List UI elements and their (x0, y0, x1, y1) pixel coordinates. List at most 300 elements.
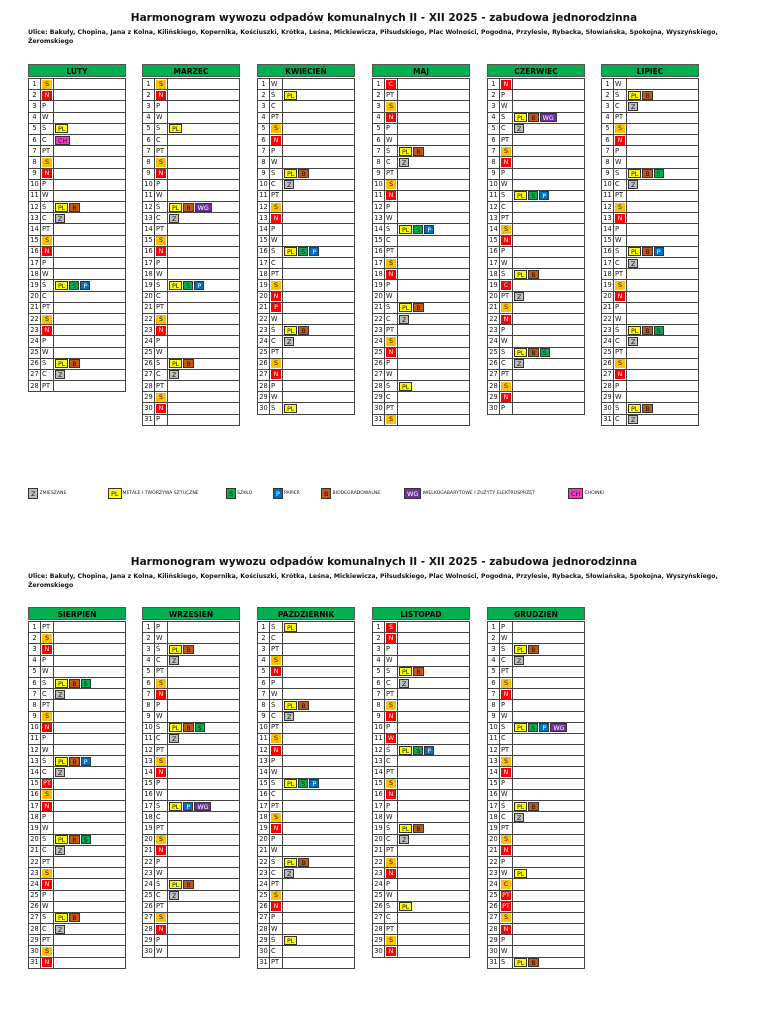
weekday: PT (155, 381, 168, 392)
table-row (602, 90, 699, 101)
day-number: 4 (29, 112, 41, 123)
waste-chip-z: Z (169, 656, 179, 665)
weekday (385, 946, 398, 957)
month-header: LUTY (28, 64, 126, 77)
waste-chip-pl: PL (514, 270, 527, 279)
table-row (373, 146, 470, 157)
weekday-highlight: C (501, 281, 511, 290)
collection-cell (283, 112, 355, 123)
month-header: LIPIEC (601, 64, 699, 77)
table-row (488, 834, 585, 845)
collection-cell (398, 834, 470, 845)
day-number: 23 (29, 325, 41, 336)
collection-cell (398, 291, 470, 302)
collection-cell (168, 879, 240, 890)
weekday: W (614, 235, 627, 246)
day-number: 7 (143, 689, 155, 700)
month-7 (142, 607, 240, 958)
waste-chip-b: B (69, 835, 79, 844)
table-row (143, 801, 240, 812)
table-row (602, 302, 699, 313)
collection-cell (513, 246, 585, 257)
weekday-highlight: N (42, 723, 52, 732)
waste-chip-z: Z (399, 835, 409, 844)
legend-swatch: Z (28, 488, 38, 499)
collection-cell (627, 224, 699, 235)
weekday (500, 381, 513, 392)
collection-cell (54, 168, 126, 179)
day-number: 7 (143, 146, 155, 157)
weekday: C (614, 258, 627, 269)
weekday-highlight: N (501, 393, 511, 402)
day-number: 9 (29, 711, 41, 722)
weekday: C (41, 213, 54, 224)
collection-cell (168, 745, 240, 756)
day-number: 24 (29, 879, 41, 890)
day-number: 23 (373, 325, 385, 336)
table-row (29, 381, 126, 392)
weekday-highlight: P (271, 303, 281, 312)
collection-cell (54, 313, 126, 324)
collection-cell (168, 655, 240, 666)
table-row (143, 269, 240, 280)
collection-cell (283, 845, 355, 856)
weekday (41, 79, 54, 90)
legend-label: WIELKOGABARYTOWE I ZUŻYTY ELEKTROSPRZĘT (422, 491, 535, 496)
waste-chip-b: B (528, 348, 538, 357)
table-row (29, 336, 126, 347)
day-number: 14 (143, 224, 155, 235)
waste-chip-s2: S (540, 348, 550, 357)
weekday (500, 845, 513, 856)
waste-chip-s2: S (413, 746, 423, 755)
day-number: 21 (258, 845, 270, 856)
weekday-highlight: S (42, 634, 52, 643)
weekday: P (500, 325, 513, 336)
day-number: 29 (488, 392, 500, 403)
table-row (143, 414, 240, 425)
collection-cell (627, 280, 699, 291)
month-3 (372, 64, 470, 426)
weekday: P (385, 123, 398, 134)
collection-cell (283, 823, 355, 834)
table-row (488, 767, 585, 778)
day-number: 18 (143, 812, 155, 823)
collection-cell (627, 258, 699, 269)
waste-chip-p: P (183, 802, 193, 811)
collection-cell (398, 258, 470, 269)
day-number: 11 (258, 190, 270, 201)
waste-chip-pl: PL (514, 645, 527, 654)
waste-chip-b: B (528, 958, 538, 967)
table-row (373, 745, 470, 756)
weekday (270, 123, 283, 134)
collection-cell (398, 179, 470, 190)
day-number: 30 (373, 946, 385, 957)
collection-cell (168, 901, 240, 912)
day-number: 20 (602, 291, 614, 302)
table-row (143, 622, 240, 633)
weekday-highlight: C (501, 880, 511, 889)
table-row (258, 269, 355, 280)
month-header: SIERPIEŃ (28, 607, 126, 620)
weekday: PT (270, 957, 283, 968)
weekday-highlight: S (501, 757, 511, 766)
day-number: 30 (258, 946, 270, 957)
table-row (29, 302, 126, 313)
weekday: P (155, 778, 168, 789)
weekday: P (385, 722, 398, 733)
weekday-highlight: S (42, 790, 52, 799)
collection-cell (513, 392, 585, 403)
weekday: PT (500, 666, 513, 677)
table-row (602, 190, 699, 201)
day-number: 14 (488, 767, 500, 778)
weekday: P (614, 381, 627, 392)
weekday: C (500, 123, 513, 134)
table-row (143, 901, 240, 912)
weekday (385, 868, 398, 879)
collection-cell (513, 644, 585, 655)
day-number: 22 (602, 313, 614, 324)
legend-item (568, 488, 604, 499)
weekday: PT (155, 224, 168, 235)
weekday-highlight: PT (43, 780, 51, 788)
table-row (258, 246, 355, 257)
collection-cell (398, 677, 470, 688)
collection-cell (398, 157, 470, 168)
table-row (29, 123, 126, 134)
day-number: 1 (29, 622, 41, 633)
table-row (373, 901, 470, 912)
table-row (373, 924, 470, 935)
collection-cell (168, 369, 240, 380)
collection-cell (398, 246, 470, 257)
collection-cell (513, 381, 585, 392)
collection-cell (54, 123, 126, 134)
collection-cell (513, 834, 585, 845)
weekday: PT (614, 112, 627, 123)
table-row (373, 856, 470, 867)
weekday (385, 789, 398, 800)
weekday: P (500, 403, 513, 414)
day-number: 29 (258, 935, 270, 946)
day-number: 22 (258, 856, 270, 867)
day-number: 14 (258, 224, 270, 235)
table-row (488, 168, 585, 179)
collection-cell (398, 224, 470, 235)
weekday-highlight: S (156, 158, 166, 167)
table-row (29, 369, 126, 380)
month-1 (142, 64, 240, 426)
weekday: Ś (155, 123, 168, 134)
table-row (488, 946, 585, 957)
table-row (258, 112, 355, 123)
table-row (602, 347, 699, 358)
weekday: W (500, 633, 513, 644)
day-number: 11 (488, 733, 500, 744)
day-number: 10 (488, 179, 500, 190)
table-row (258, 369, 355, 380)
table-row (29, 112, 126, 123)
table-row (29, 689, 126, 700)
day-number: 7 (258, 146, 270, 157)
collection-cell (168, 179, 240, 190)
table-row (373, 733, 470, 744)
collection-cell (283, 269, 355, 280)
weekday (41, 644, 54, 655)
collection-cell (168, 336, 240, 347)
table-row (143, 213, 240, 224)
table-row (258, 924, 355, 935)
weekday-highlight: S (386, 415, 396, 424)
collection-cell (54, 789, 126, 800)
collection-cell (54, 666, 126, 677)
waste-chip-pl: PL (169, 880, 182, 889)
day-number: 18 (258, 269, 270, 280)
table-row (143, 168, 240, 179)
weekday-highlight: S (156, 757, 166, 766)
table-row (143, 258, 240, 269)
weekday (270, 302, 283, 313)
weekday: C (270, 336, 283, 347)
table-row (373, 789, 470, 800)
day-number: 8 (143, 700, 155, 711)
collection-cell (513, 778, 585, 789)
weekday: PT (500, 823, 513, 834)
table-row (258, 879, 355, 890)
waste-chip-pl: PL (169, 124, 182, 133)
month-4 (487, 64, 585, 415)
collection-cell (398, 302, 470, 313)
table-row (29, 778, 126, 789)
day-number: 10 (29, 179, 41, 190)
table-row (373, 666, 470, 677)
table-row (258, 392, 355, 403)
collection-cell (398, 325, 470, 336)
waste-chip-p: P (80, 281, 90, 290)
day-number: 9 (602, 168, 614, 179)
waste-chip-pl: PL (284, 936, 297, 945)
collection-cell (513, 157, 585, 168)
weekday (500, 756, 513, 767)
weekday (155, 677, 168, 688)
collection-cell (54, 90, 126, 101)
table-row (602, 134, 699, 145)
waste-chip-b: B (298, 169, 308, 178)
day-number: 13 (29, 213, 41, 224)
day-number: 22 (143, 856, 155, 867)
weekday: C (385, 677, 398, 688)
weekday: P (500, 778, 513, 789)
weekday: W (270, 924, 283, 935)
weekday: PT (385, 924, 398, 935)
weekday-highlight: S (42, 315, 52, 324)
collection-cell (283, 224, 355, 235)
collection-cell (398, 213, 470, 224)
weekday-highlight: N (271, 370, 281, 379)
table-row (488, 655, 585, 666)
waste-chip-z: Z (55, 370, 65, 379)
table-row (488, 190, 585, 201)
weekday-highlight: S (501, 303, 511, 312)
weekday: Ś (270, 935, 283, 946)
day-number: 27 (373, 912, 385, 923)
day-number: 22 (488, 856, 500, 867)
collection-cell (513, 733, 585, 744)
collection-cell (398, 789, 470, 800)
table-row (258, 168, 355, 179)
collection-cell (398, 868, 470, 879)
day-number: 12 (373, 202, 385, 213)
table-row (488, 711, 585, 722)
legend-label: PAPIER (284, 491, 300, 496)
collection-cell (398, 756, 470, 767)
table-row (29, 823, 126, 834)
collection-cell (513, 935, 585, 946)
collection-cell (168, 291, 240, 302)
day-number: 3 (373, 101, 385, 112)
weekday (385, 347, 398, 358)
table-row (373, 403, 470, 414)
day-number: 10 (143, 179, 155, 190)
weekday: C (500, 655, 513, 666)
weekday: PT (614, 347, 627, 358)
table-row (373, 722, 470, 733)
weekday: C (155, 134, 168, 145)
waste-chip-pl: PL (55, 203, 68, 212)
table-row (258, 823, 355, 834)
collection-cell (398, 202, 470, 213)
weekday: P (41, 179, 54, 190)
day-number: 27 (258, 369, 270, 380)
collection-cell (627, 291, 699, 302)
table-row (373, 123, 470, 134)
day-number: 18 (488, 269, 500, 280)
waste-chip-z: Z (514, 813, 524, 822)
table-row (143, 246, 240, 257)
table-row (488, 823, 585, 834)
day-number: 17 (29, 801, 41, 812)
collection-cell (398, 280, 470, 291)
table-row (143, 403, 240, 414)
day-number: 28 (488, 381, 500, 392)
collection-cell (627, 381, 699, 392)
day-number: 15 (29, 778, 41, 789)
weekday (155, 924, 168, 935)
waste-chip-b: B (183, 645, 193, 654)
table-row (258, 655, 355, 666)
day-number: 25 (143, 890, 155, 901)
collection-cell (283, 856, 355, 867)
table-row (258, 134, 355, 145)
table-row (602, 246, 699, 257)
collection-cell (168, 358, 240, 369)
day-number: 1 (488, 622, 500, 633)
table-row (143, 767, 240, 778)
day-number: 4 (258, 112, 270, 123)
weekday: C (614, 414, 627, 425)
day-number: 6 (602, 134, 614, 145)
weekday: PT (500, 369, 513, 380)
day-number: 17 (488, 258, 500, 269)
day-number: 7 (488, 689, 500, 700)
weekday-highlight: S (501, 679, 511, 688)
month-6 (28, 607, 126, 969)
day-number: 12 (29, 202, 41, 213)
table-row (143, 358, 240, 369)
day-number: 23 (258, 868, 270, 879)
day-number: 29 (488, 935, 500, 946)
weekday: Ś (41, 280, 54, 291)
day-number: 25 (373, 890, 385, 901)
weekday-highlight: N (501, 690, 511, 699)
waste-chip-pl: PL (55, 913, 68, 922)
table-row (143, 101, 240, 112)
collection-cell (283, 834, 355, 845)
day-number: 3 (258, 644, 270, 655)
weekday (270, 812, 283, 823)
waste-chip-z: Z (399, 315, 409, 324)
weekday: Ś (41, 756, 54, 767)
table-row (143, 789, 240, 800)
collection-cell (627, 235, 699, 246)
weekday (500, 677, 513, 688)
collection-cell (627, 146, 699, 157)
collection-cell (168, 733, 240, 744)
day-number: 13 (373, 213, 385, 224)
table-row (488, 845, 585, 856)
table-row (373, 868, 470, 879)
table-row (373, 101, 470, 112)
table-row (373, 168, 470, 179)
day-number: 22 (373, 856, 385, 867)
table-row (143, 812, 240, 823)
collection-cell (398, 112, 470, 123)
table-row (29, 745, 126, 756)
weekday: C (614, 336, 627, 347)
day-number: 15 (143, 235, 155, 246)
weekday: PT (270, 879, 283, 890)
day-number: 20 (373, 291, 385, 302)
day-number: 13 (143, 213, 155, 224)
weekday-highlight: N (156, 326, 166, 335)
collection-cell (168, 302, 240, 313)
day-number: 6 (373, 134, 385, 145)
weekday: C (500, 812, 513, 823)
table-row (29, 179, 126, 190)
day-number: 3 (488, 644, 500, 655)
day-number: 6 (29, 677, 41, 688)
weekday-highlight: N (156, 846, 166, 855)
collection-cell (627, 414, 699, 425)
table-row (488, 912, 585, 923)
day-number: 25 (258, 347, 270, 358)
table-row (373, 633, 470, 644)
weekday: C (155, 369, 168, 380)
weekday (155, 157, 168, 168)
weekday: P (155, 336, 168, 347)
collection-cell (54, 369, 126, 380)
weekday (614, 358, 627, 369)
collection-cell (513, 302, 585, 313)
day-number: 11 (488, 190, 500, 201)
collection-cell (54, 745, 126, 756)
day-number: 11 (373, 733, 385, 744)
weekday-highlight: S (386, 180, 396, 189)
collection-cell (513, 224, 585, 235)
collection-cell (513, 767, 585, 778)
